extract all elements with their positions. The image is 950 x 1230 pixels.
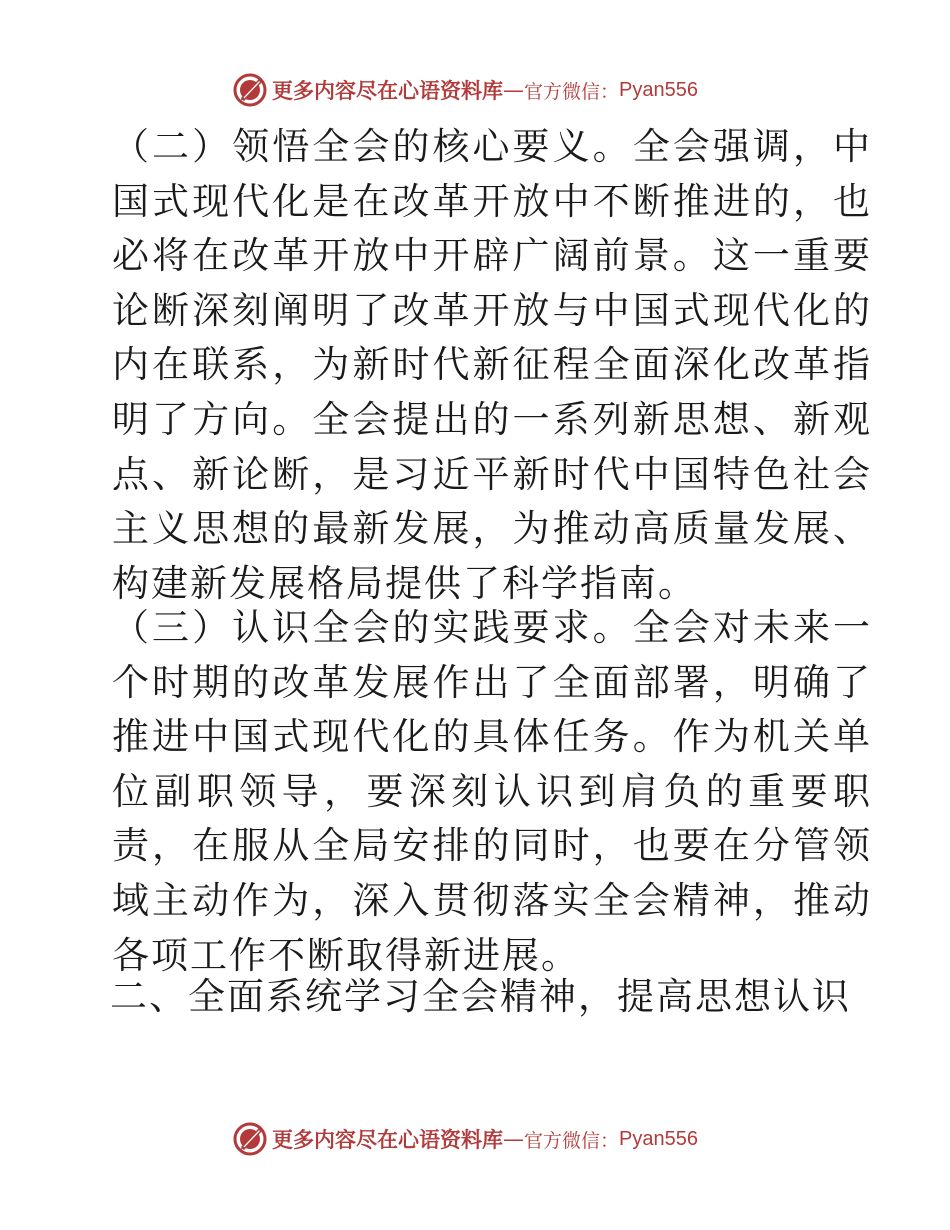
banner-dash: — xyxy=(503,78,524,102)
banner-slogan: 更多内容尽在心语资料库 xyxy=(272,1127,503,1152)
paragraph-core-essence: （二）领悟全会的核心要义。全会强调，中国式现代化是在改革开放中不断推进的，也必将在改革开放中开辟广阔前景。这一重要论断深刻阐明了改革开放与中国式现代化的内在联系，为新时代新征程全面深化改革指明了方向。全会提出的一系列新思想、新观点、新论断，是习近平新时代中国特色社会主义思想的最新发展，为推动高质量发展、构建新发展格局提供了科学指南。 xyxy=(112,125,872,605)
footer-banner xyxy=(232,1119,698,1159)
quill-pen-logo-icon xyxy=(232,72,268,108)
banner-official-label: 官方微信： xyxy=(524,80,620,103)
header-banner xyxy=(232,70,698,110)
banner-official-label: 官方微信： xyxy=(524,1129,620,1152)
section-heading: 二、全面系统学习全会精神，提高思想认识 xyxy=(110,975,851,1018)
quill-pen-logo-icon xyxy=(232,1121,268,1157)
banner-slogan: 更多内容尽在心语资料库 xyxy=(272,78,503,103)
banner-dash: — xyxy=(503,1127,524,1151)
banner-wechat-id: Pyan556 xyxy=(619,78,698,101)
paragraph-practical-requirements: （三）认识全会的实践要求。全会对未来一个时期的改革发展作出了全面部署，明确了推进中国式现代化的具体任务。作为机关单位副职领导，要深刻认识到肩负的重要职责，在服从全局安排的同时，也要在分管领域主动作为，深入贯彻落实全会精神，推动各项工作不断取得新进展。 xyxy=(112,606,872,977)
banner-wechat-id: Pyan556 xyxy=(619,1127,698,1150)
